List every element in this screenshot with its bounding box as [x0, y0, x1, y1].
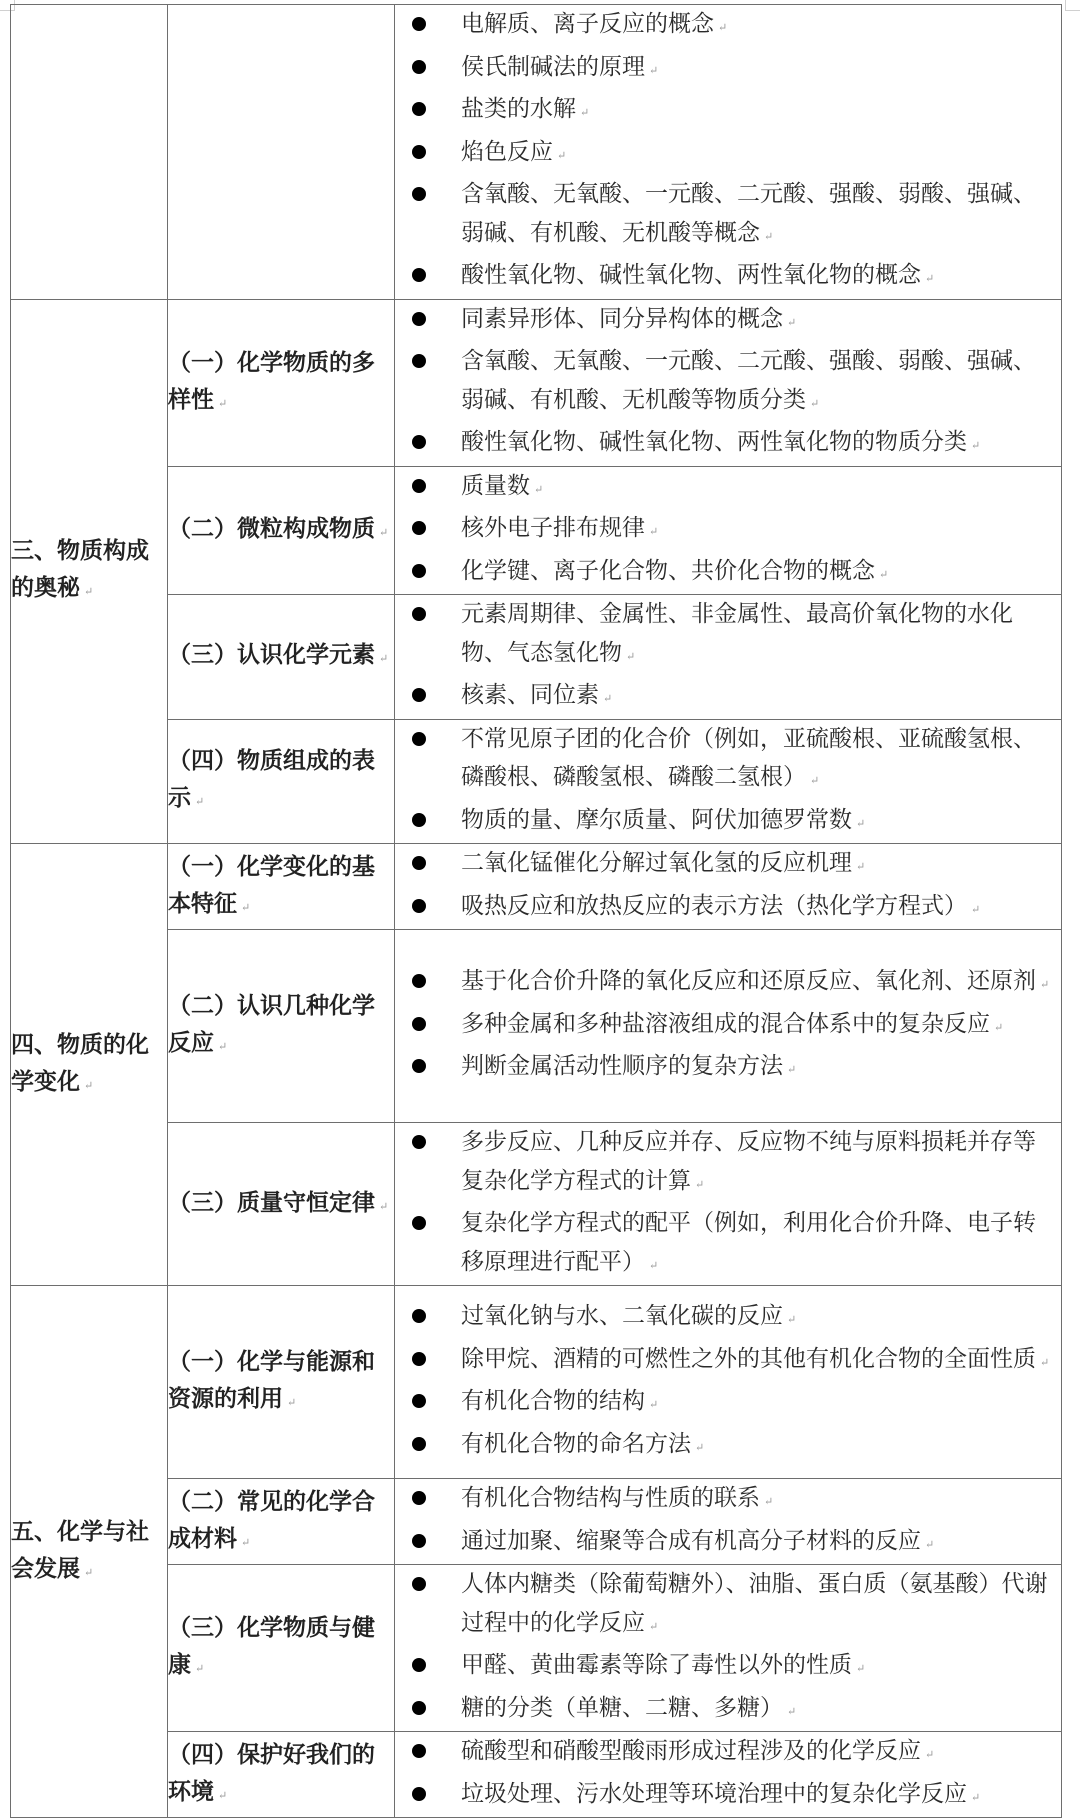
table-row [11, 1123, 1062, 1286]
bullet-icon [412, 1394, 426, 1408]
points-cell [395, 595, 1062, 720]
bullet-icon [412, 354, 426, 368]
points-list [395, 1479, 1061, 1564]
table-row [11, 466, 1062, 595]
list-item: 侯氏制碱法的原理 ↵ [395, 48, 1061, 91]
bullet-icon [412, 607, 426, 621]
bullet-icon [412, 187, 426, 201]
list-item: 质量数 ↵ [395, 467, 1061, 510]
bullet-icon [412, 1059, 426, 1073]
list-item: 有机化合物的结构 ↵ [395, 1382, 1061, 1425]
topic-cell: 五、化学与社会发展 ↵ [11, 1286, 168, 1818]
list-item: 过氧化钠与水、二氧化碳的反应 ↵ [395, 1297, 1061, 1340]
table-row [11, 1732, 1062, 1818]
list-item: 甲醛、黄曲霉素等除了毒性以外的性质 ↵ [395, 1646, 1061, 1689]
bullet-icon [412, 732, 426, 746]
bullet-icon [412, 974, 426, 988]
list-item: 除甲烷、酒精的可燃性之外的其他有机化合物的全面性质 ↵ [395, 1340, 1061, 1383]
points-cell [395, 466, 1062, 595]
points-list [395, 595, 1061, 719]
points-cell [395, 1286, 1062, 1479]
bullet-icon [412, 1744, 426, 1758]
bullet-icon [412, 1491, 426, 1505]
subtopic-cell: （一）化学物质的多样性 ↵ [168, 299, 395, 466]
points-list [395, 844, 1061, 929]
points-cell [395, 5, 1062, 300]
points-list [395, 1732, 1061, 1817]
list-item: 糖的分类（单糖、二糖、多糖） ↵ [395, 1689, 1061, 1732]
points-cell [395, 1732, 1062, 1818]
subtopic-cell: （四）物质组成的表示 ↵ [168, 719, 395, 844]
points-list [395, 962, 1061, 1090]
points-list [395, 1297, 1061, 1467]
bullet-icon [412, 521, 426, 535]
curriculum-table [10, 4, 1062, 1818]
subtopic-cell: （二）认识几种化学反应 ↵ [168, 930, 395, 1123]
list-item: 物质的量、摩尔质量、阿伏加德罗常数 ↵ [395, 801, 1061, 844]
list-item: 多种金属和多种盐溶液组成的混合体系中的复杂反应 ↵ [395, 1005, 1061, 1048]
list-item: 含氧酸、无氧酸、一元酸、二元酸、强酸、弱酸、强碱、弱碱、有机酸、无机酸等概念 ↵ [395, 175, 1061, 256]
bullet-icon [412, 1352, 426, 1366]
points-cell [395, 719, 1062, 844]
list-item: 化学键、离子化合物、共价化合物的概念 ↵ [395, 552, 1061, 595]
page-corner-mark-right [1065, 0, 1080, 11]
list-item: 同素异形体、同分异构体的概念 ↵ [395, 300, 1061, 343]
table-row [11, 1479, 1062, 1565]
points-list [395, 300, 1061, 466]
list-item: 盐类的水解 ↵ [395, 90, 1061, 133]
table-row [11, 844, 1062, 930]
bullet-icon [412, 564, 426, 578]
list-item: 二氧化锰催化分解过氧化氢的反应机理 ↵ [395, 844, 1061, 887]
list-item: 人体内糖类（除葡萄糖外）、油脂、蛋白质（氨基酸）代谢过程中的化学反应 ↵ [395, 1565, 1061, 1646]
list-item: 不常见原子团的化合价（例如，亚硫酸根、亚硫酸氢根、磷酸根、磷酸氢根、磷酸二氢根） ↵ [395, 720, 1061, 801]
subtopic-cell: （一）化学与能源和资源的利用 ↵ [168, 1286, 395, 1479]
subtopic-cell: （三）认识化学元素 ↵ [168, 595, 395, 720]
list-item: 多步反应、几种反应并存、反应物不纯与原料损耗并存等复杂化学方程式的计算 ↵ [395, 1123, 1061, 1204]
points-cell [395, 299, 1062, 466]
bullet-icon [412, 899, 426, 913]
bullet-icon [412, 688, 426, 702]
table-row [11, 719, 1062, 844]
list-item: 电解质、离子反应的概念 ↵ [395, 5, 1061, 48]
list-item: 酸性氧化物、碱性氧化物、两性氧化物的概念 ↵ [395, 256, 1061, 299]
bullet-icon [412, 268, 426, 282]
list-item: 复杂化学方程式的配平（例如，利用化合价升降、电子转移原理进行配平） ↵ [395, 1204, 1061, 1285]
table-row [11, 299, 1062, 466]
bullet-icon [412, 435, 426, 449]
bullet-icon [412, 102, 426, 116]
subtopic-cell: （三）化学物质与健康 ↵ [168, 1565, 395, 1732]
subtopic-cell: （二）常见的化学合成材料 ↵ [168, 1479, 395, 1565]
bullet-icon [412, 1437, 426, 1451]
bullet-icon [412, 1577, 426, 1591]
points-list [395, 467, 1061, 595]
subtopic-cell [168, 5, 395, 300]
bullet-icon [412, 1534, 426, 1548]
bullet-icon [412, 60, 426, 74]
bullet-icon [412, 1309, 426, 1323]
points-list [395, 5, 1061, 299]
points-cell [395, 1123, 1062, 1286]
list-item: 元素周期律、金属性、非金属性、最高价氧化物的水化物、气态氢化物 ↵ [395, 595, 1061, 676]
bullet-icon [412, 145, 426, 159]
list-item: 判断金属活动性顺序的复杂方法 ↵ [395, 1047, 1061, 1090]
list-item: 有机化合物结构与性质的联系 ↵ [395, 1479, 1061, 1522]
subtopic-cell: （一）化学变化的基本特征 ↵ [168, 844, 395, 930]
points-cell [395, 1479, 1062, 1565]
list-item: 核外电子排布规律 ↵ [395, 509, 1061, 552]
list-item: 吸热反应和放热反应的表示方法（热化学方程式） ↵ [395, 887, 1061, 930]
table-row [11, 930, 1062, 1123]
list-item: 有机化合物的命名方法 ↵ [395, 1425, 1061, 1468]
topic-cell: 三、物质构成的奥秘 ↵ [11, 299, 168, 844]
list-item: 通过加聚、缩聚等合成有机高分子材料的反应 ↵ [395, 1522, 1061, 1565]
subtopic-cell: （三）质量守恒定律 ↵ [168, 1123, 395, 1286]
list-item: 核素、同位素 ↵ [395, 676, 1061, 719]
bullet-icon [412, 312, 426, 326]
bullet-icon [412, 1787, 426, 1801]
table-row [11, 595, 1062, 720]
list-item: 焰色反应 ↵ [395, 133, 1061, 176]
bullet-icon [412, 17, 426, 31]
points-list [395, 1565, 1061, 1731]
list-item: 含氧酸、无氧酸、一元酸、二元酸、强酸、弱酸、强碱、弱碱、有机酸、无机酸等物质分类 ↵ [395, 342, 1061, 423]
table-row [11, 1286, 1062, 1479]
topic-cell: 四、物质的化学变化 ↵ [11, 844, 168, 1286]
bullet-icon [412, 1135, 426, 1149]
list-item: 基于化合价升降的氧化反应和还原反应、氧化剂、还原剂 ↵ [395, 962, 1061, 1005]
list-item: 酸性氧化物、碱性氧化物、两性氧化物的物质分类 ↵ [395, 423, 1061, 466]
bullet-icon [412, 1216, 426, 1230]
bullet-icon [412, 813, 426, 827]
table-row [11, 1565, 1062, 1732]
bullet-icon [412, 856, 426, 870]
bullet-icon [412, 479, 426, 493]
topic-cell [11, 5, 168, 300]
table-row [11, 5, 1062, 300]
bullet-icon [412, 1017, 426, 1031]
points-cell [395, 930, 1062, 1123]
bullet-icon [412, 1658, 426, 1672]
subtopic-cell: （四）保护好我们的环境 ↵ [168, 1732, 395, 1818]
list-item: 垃圾处理、污水处理等环境治理中的复杂化学反应 ↵ [395, 1775, 1061, 1818]
subtopic-cell: （二）微粒构成物质 ↵ [168, 466, 395, 595]
list-item: 硫酸型和硝酸型酸雨形成过程涉及的化学反应 ↵ [395, 1732, 1061, 1775]
bullet-icon [412, 1701, 426, 1715]
points-list [395, 1123, 1061, 1285]
points-cell [395, 844, 1062, 930]
points-list [395, 720, 1061, 844]
points-cell [395, 1565, 1062, 1732]
